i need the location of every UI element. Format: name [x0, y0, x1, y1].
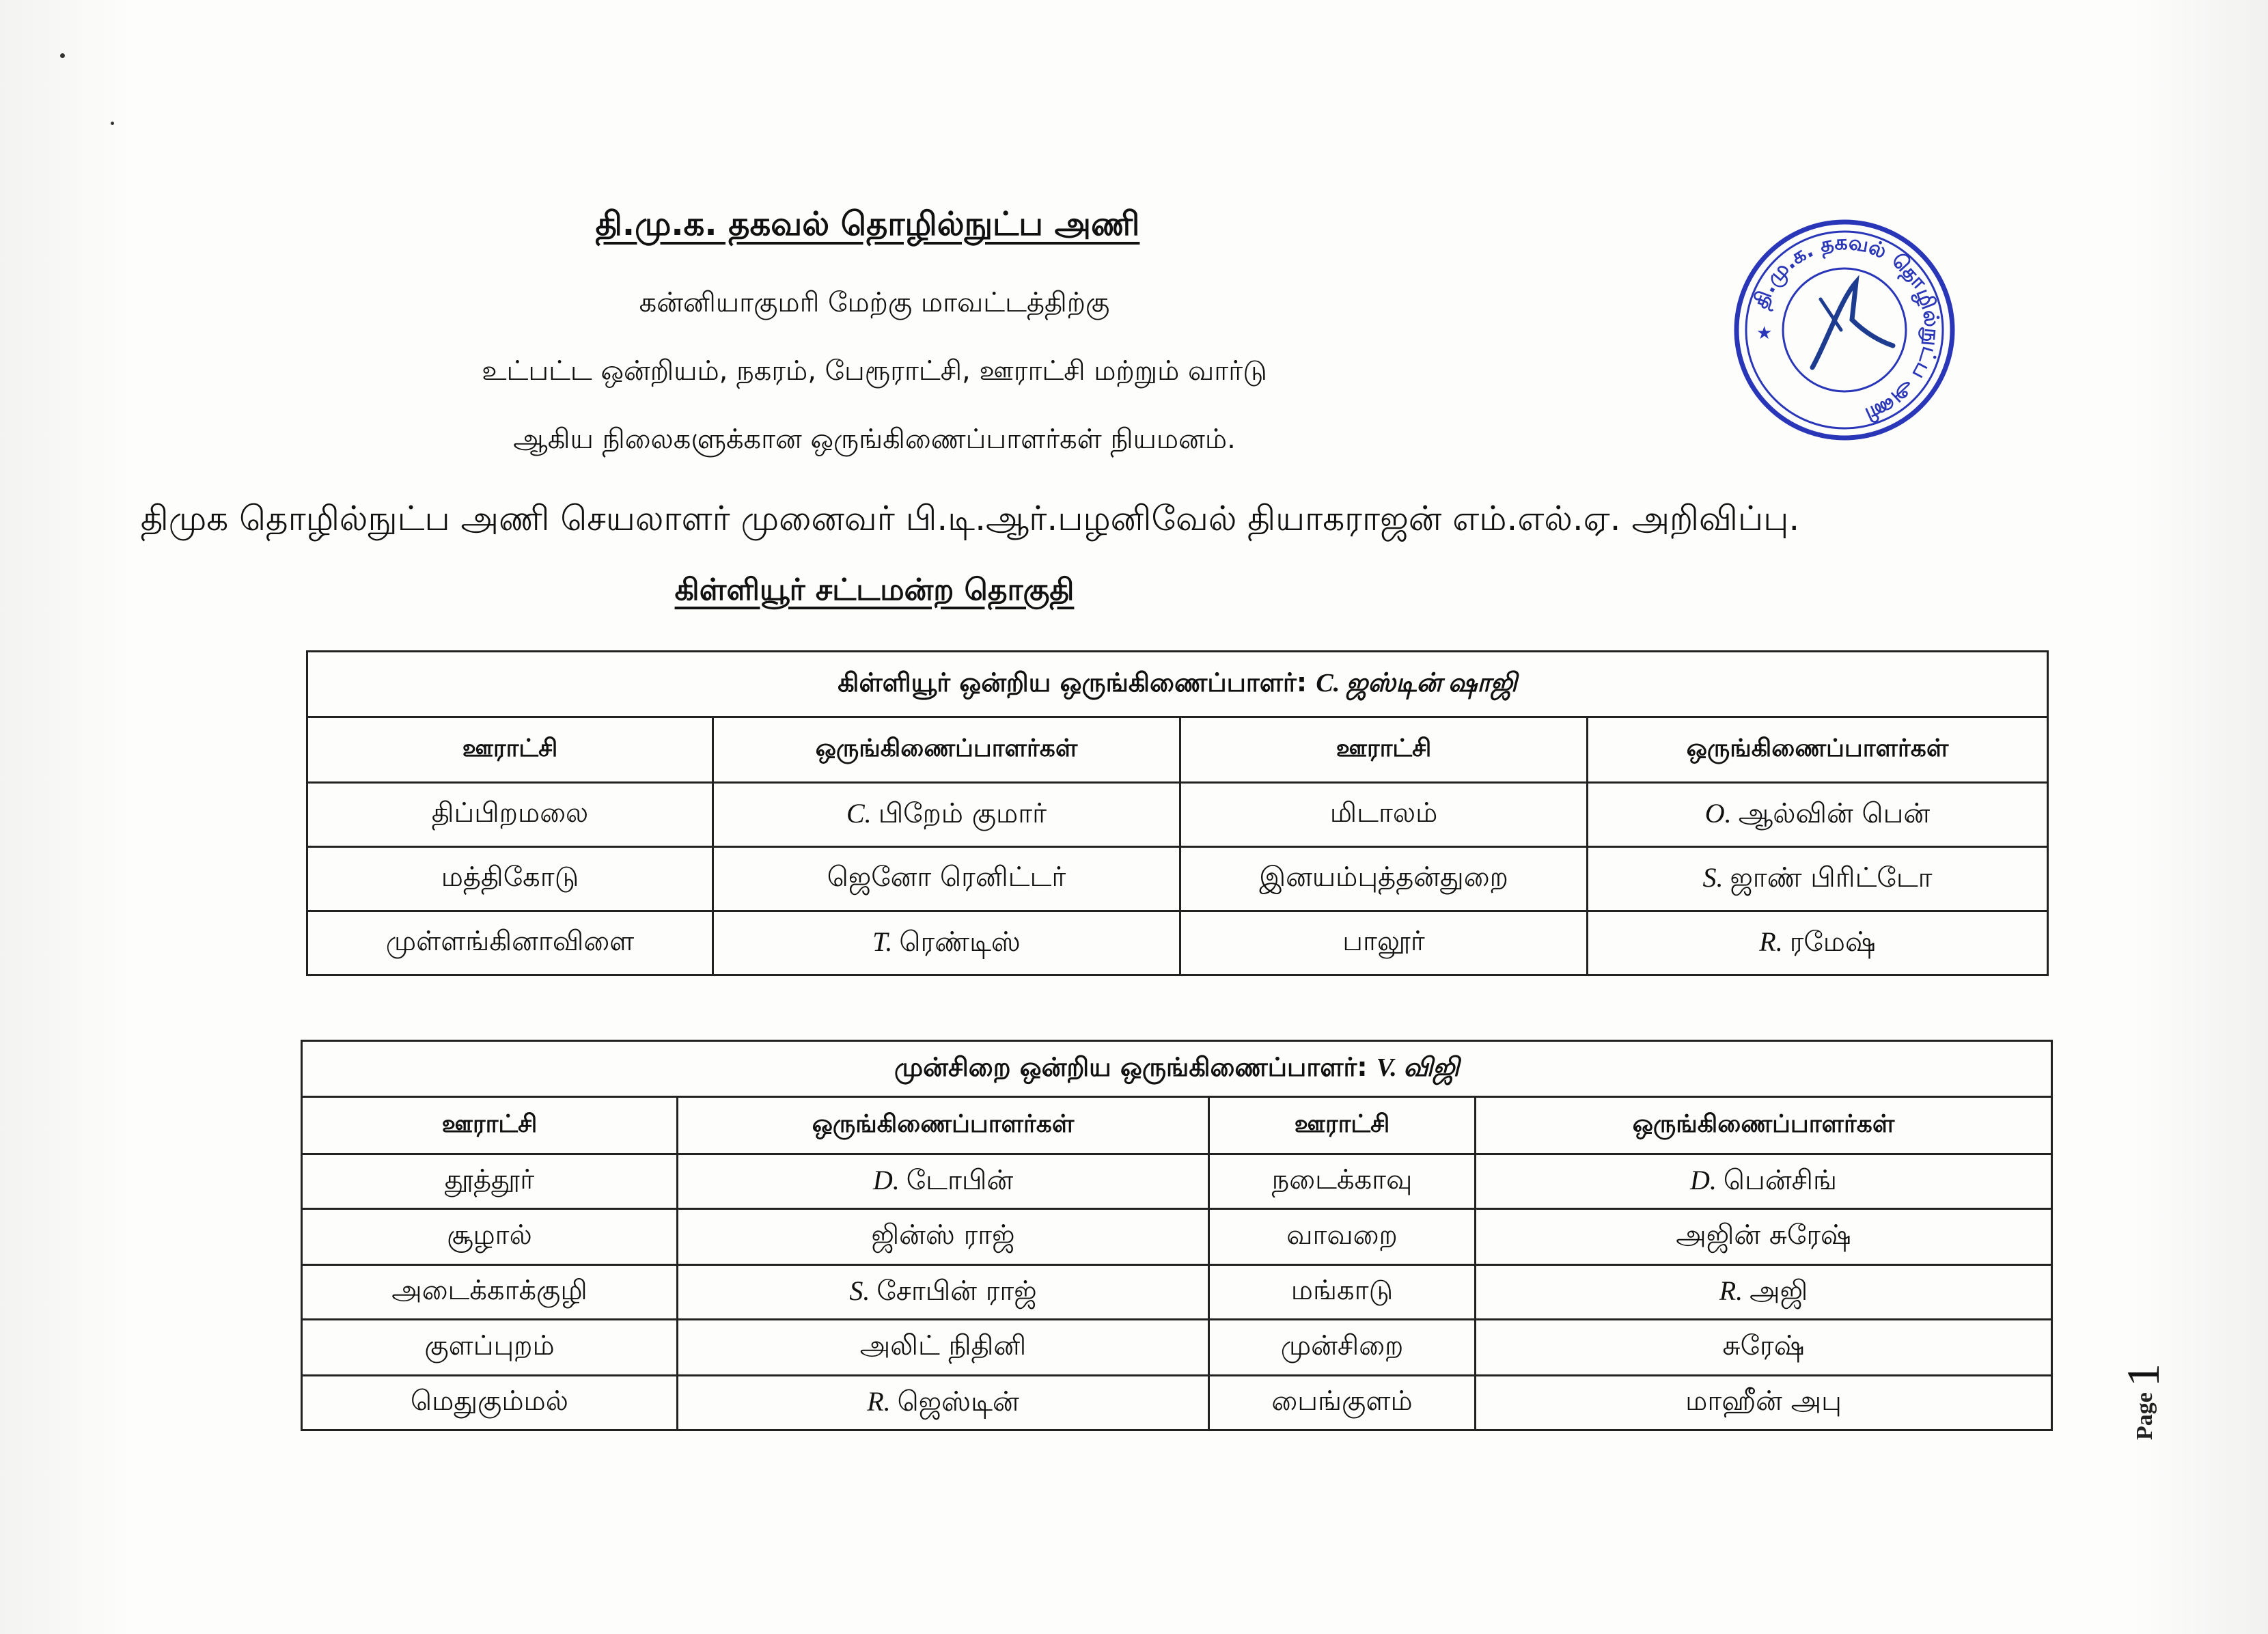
table-row: [307, 847, 2048, 911]
name-initial: R.: [1719, 1275, 1750, 1306]
coordinator-cell: [678, 1265, 1209, 1320]
coordinator-cell: [1588, 847, 2048, 911]
panchayat-cell: பைங்குளம்: [1209, 1376, 1476, 1430]
coordinator-cell: [1588, 911, 2048, 975]
column-header-coordinators: ஒருங்கிணைப்பாளர்கள்: [713, 717, 1180, 783]
panchayat-cell: மங்காடு: [1209, 1265, 1476, 1320]
organization-seal: [1732, 217, 1957, 443]
header-line-levels: உட்பட்ட ஒன்றியம், நகரம், பேரூராட்சி, ஊராட்சி மற்றும் வார்டு: [482, 355, 1267, 387]
table-title-prefix: கிள்ளியூர் ஒன்றிய ஒருங்கிணைப்பாளர்:: [838, 667, 1308, 697]
page-word: Page: [2132, 1392, 2157, 1440]
column-header-panchayat: ஊராட்சி: [1209, 1097, 1476, 1154]
constituency-heading: கிள்ளியூர் சட்டமன்ற தொகுதி: [674, 572, 1075, 607]
panchayat-cell: மிடாலம்: [1180, 783, 1588, 847]
column-header-coordinators: ஒருங்கிணைப்பாளர்கள்: [1588, 717, 2048, 783]
name-initial: R.: [867, 1385, 898, 1417]
name-initial: D.: [872, 1164, 907, 1195]
table-header-row: [307, 717, 2048, 783]
coordinator-cell: அஜின் சுரேஷ்: [1476, 1209, 2052, 1265]
signature-mark: [1812, 282, 1893, 368]
coordinator-cell: [1476, 1265, 2052, 1320]
svg-text:★: ★: [1756, 323, 1773, 344]
panchayat-cell: நடைக்காவு: [1209, 1154, 1476, 1209]
name-initial: S.: [849, 1275, 877, 1306]
coordinator-cell: [713, 783, 1180, 847]
header-line-appointment: ஆகிய நிலைகளுக்கான ஒருங்கிணைப்பாளர்கள் நியமனம்.: [513, 424, 1236, 455]
name-initial: T.: [872, 926, 900, 957]
announcement-line: திமுக தொழில்நுட்ப அணி செயலாளர் முனைவர் பி.டி.ஆர்.பழனிவேல் தியாகராஜன் எம்.எல்.ஏ. அறிவிப்பு.: [140, 499, 1800, 538]
table-row: [302, 1376, 2052, 1430]
table-row: [302, 1154, 2052, 1209]
coordinator-cell: [678, 1376, 1209, 1430]
name-text: ரமேஷ்: [1789, 926, 1876, 958]
coordinator-cell: [713, 911, 1180, 975]
document-title: தி.மு.க. தகவல் தொழில்நுட்ப அணி: [595, 205, 1140, 243]
coordinator-cell: மாஹீன் அபு: [1476, 1376, 2052, 1430]
name-initial: O.: [1704, 797, 1739, 829]
panchayat-cell: மத்திகோடு: [307, 847, 713, 911]
name-text: டோபின்: [906, 1164, 1014, 1196]
table-row: [302, 1265, 2052, 1320]
name-text: ரெண்டிஸ்: [899, 926, 1021, 958]
name-initial: R.: [1759, 926, 1790, 957]
coordinator-cell: [1476, 1154, 2052, 1209]
paper-speck: [111, 122, 114, 125]
name-text: அஜி: [1750, 1275, 1808, 1307]
table-title-prefix: முன்சிறை ஒன்றிய ஒருங்கிணைப்பாளர்:: [894, 1051, 1368, 1082]
table-row: [302, 1320, 2052, 1376]
name-text: சோபின் ராஜ்: [876, 1275, 1037, 1307]
coordinator-cell: [678, 1154, 1209, 1209]
killiyur-union-table: [306, 650, 2049, 976]
panchayat-cell: தூத்தூர்: [302, 1154, 678, 1209]
table-row: [307, 783, 2048, 847]
panchayat-cell: முன்சிறை: [1209, 1320, 1476, 1376]
panchayat-cell: முள்ளங்கினாவிளை: [307, 911, 713, 975]
panchayat-cell: அடைக்காக்குழி: [302, 1265, 678, 1320]
table-title: [307, 652, 2048, 717]
paper-speck: [60, 53, 65, 58]
panchayat-cell: சூழால்: [302, 1209, 678, 1265]
panchayat-cell: மெதுகும்மல்: [302, 1376, 678, 1430]
column-header-panchayat: ஊராட்சி: [302, 1097, 678, 1154]
coordinator-cell: சுரேஷ்: [1476, 1320, 2052, 1376]
panchayat-cell: பாலூர்: [1180, 911, 1588, 975]
name-text: பிறேம் குமார்: [878, 797, 1047, 829]
page-number: 1: [2117, 1363, 2169, 1387]
union-coordinator-name: C. ஜஸ்டின் ஷாஜி: [1316, 668, 1517, 697]
page-number-label: [2110, 1339, 2178, 1441]
coordinator-cell: ஜெனோ ரெனிட்டர்: [713, 847, 1180, 911]
table-header-row: [302, 1097, 2052, 1154]
coordinator-cell: ஜின்ஸ் ராஜ்: [678, 1209, 1209, 1265]
column-header-panchayat: ஊராட்சி: [1180, 717, 1588, 783]
name-text: ஜாண் பிரிட்டோ: [1730, 861, 1933, 894]
table-row: [302, 1209, 2052, 1265]
table-row: [307, 911, 2048, 975]
name-initial: C.: [846, 797, 879, 829]
name-initial: D.: [1690, 1164, 1724, 1195]
name-text: ஆல்வின் பென்: [1738, 797, 1931, 829]
name-initial: S.: [1702, 861, 1730, 893]
coordinator-cell: அலிட் நிதினி: [678, 1320, 1209, 1376]
column-header-coordinators: ஒருங்கிணைப்பாளர்கள்: [678, 1097, 1209, 1154]
panchayat-cell: குளப்புறம்: [302, 1320, 678, 1376]
header-line-district: கன்னியாகுமரி மேற்கு மாவட்டத்திற்கு: [639, 287, 1110, 318]
column-header-panchayat: ஊராட்சி: [307, 717, 713, 783]
name-text: ஜெஸ்டின்: [897, 1385, 1019, 1417]
panchayat-cell: திப்பிறமலை: [307, 783, 713, 847]
panchayat-cell: வாவறை: [1209, 1209, 1476, 1265]
name-text: பென்சிங்: [1723, 1164, 1837, 1196]
coordinator-cell: [1588, 783, 2048, 847]
table-title: [302, 1041, 2052, 1097]
union-coordinator-name: V. விஜி: [1376, 1053, 1460, 1082]
svg-text:தி.மு.க. தகவல் தொழில்நுட்ப அணி: தி.மு.க. தகவல் தொழில்நுட்ப அணி: [1748, 230, 1944, 427]
panchayat-cell: இனயம்புத்தன்துறை: [1180, 847, 1588, 911]
column-header-coordinators: ஒருங்கிணைப்பாளர்கள்: [1476, 1097, 2052, 1154]
munchirai-union-table: [301, 1040, 2053, 1431]
